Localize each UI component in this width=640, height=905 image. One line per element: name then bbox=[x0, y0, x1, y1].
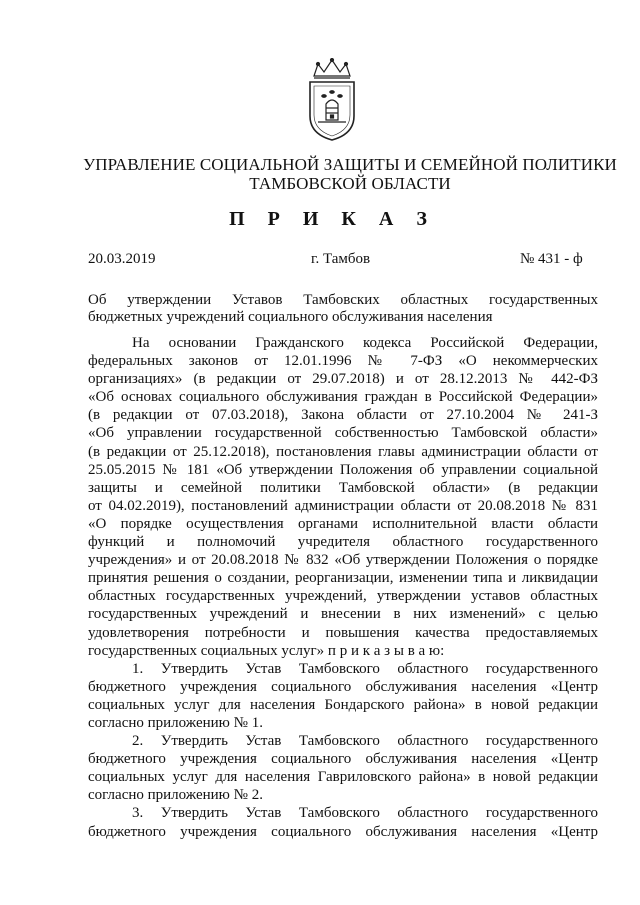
body-line: бюджетного учреждения социального обслуживания населения «Центр bbox=[88, 751, 598, 768]
order-item-2 bbox=[88, 732, 598, 804]
organization-line-1: УПРАВЛЕНИЕ СОЦИАЛЬНОЙ ЗАЩИТЫ И СЕМЕЙНОЙ ПОЛИТИКИ bbox=[83, 155, 617, 174]
body-line: 25.05.2015 № 181 «Об утверждении Положения об управлении социальной bbox=[88, 461, 598, 478]
order-item-3 bbox=[88, 804, 598, 840]
body-line: 3. Утвердить Устав Тамбовского областного государственного bbox=[132, 805, 598, 822]
order-item-1 bbox=[88, 660, 598, 732]
body-line: «О порядке осуществления органами исполнительной власти области bbox=[88, 515, 598, 532]
body-line: «Об управлении государственной собственностью Тамбовской области» bbox=[88, 425, 598, 442]
body-line: организациях» (в редакции от 29.07.2018) и от 28.12.2013 № 442-ФЗ bbox=[88, 371, 598, 388]
body-line: принятия решения о создании, реорганизации, изменении типа и ликвидации bbox=[88, 570, 598, 587]
body-line: социальных услуг для населения Бондарского района» в новой редакции bbox=[88, 696, 598, 713]
document-body bbox=[88, 334, 598, 841]
body-line: 2. Утвердить Устав Тамбовского областного государственного bbox=[132, 733, 598, 750]
document-city: г. Тамбов bbox=[311, 251, 371, 267]
body-line: удовлетворения потребности и повышения качества предоставляемых bbox=[88, 624, 598, 641]
body-line: от 04.02.2019), постановлений администрации области от 20.08.2018 № 831 bbox=[88, 497, 598, 514]
coat-of-arms-icon bbox=[302, 58, 362, 142]
preamble-paragraph bbox=[88, 334, 598, 660]
body-line: согласно приложению № 1. bbox=[88, 714, 263, 731]
document-title: П Р И К А З bbox=[229, 208, 436, 230]
body-line: (в редакции от 25.12.2018), постановления главы администрации области от bbox=[88, 443, 598, 460]
body-line: 1. Утвердить Устав Тамбовского областного государственного bbox=[132, 660, 598, 677]
body-line: федеральных законов от 12.01.1996 № 7-ФЗ «О некоммерческих bbox=[88, 353, 598, 370]
body-line: государственных учреждений и внесении в них изменений» с целью bbox=[88, 606, 598, 623]
body-line: учреждения» и от 20.08.2018 № 832 «Об утверждении Положения о порядке bbox=[88, 552, 598, 569]
body-line: защиты и семейной политики Тамбовской области» (в редакции bbox=[88, 479, 598, 496]
subject-line: Об утверждении Уставов Тамбовских областных государственных bbox=[88, 292, 598, 308]
document-number: № 431 - ф bbox=[520, 251, 583, 267]
body-line: согласно приложению № 2. bbox=[88, 787, 263, 804]
body-line: (в редакции от 07.03.2018), Закона области от 27.10.2004 № 241-З bbox=[88, 407, 598, 424]
body-line: На основании Гражданского кодекса Российской Федерации, bbox=[132, 335, 598, 351]
body-line: областных государственных учреждений, утверждении уставов областных bbox=[88, 588, 598, 605]
document-subject bbox=[88, 292, 598, 326]
document-date: 20.03.2019 bbox=[88, 251, 156, 267]
body-line: бюджетного учреждения социального обслуживания населения «Центр bbox=[88, 678, 598, 695]
subject-line: бюджетных учреждений социального обслуживания населения bbox=[88, 309, 493, 325]
organization-line-2: ТАМБОВСКОЙ ОБЛАСТИ bbox=[249, 174, 451, 193]
body-line: социальных услуг для населения Гавриловского района» в новой редакции bbox=[88, 769, 598, 786]
body-line: «Об основах социального обслуживания граждан в Российской Федерации» bbox=[88, 389, 598, 406]
body-line: функций и полномочий учредителя областного государственного bbox=[88, 534, 598, 551]
body-line: государственных социальных услуг» п р и к а з ы в а ю: bbox=[88, 642, 445, 659]
body-line: бюджетного учреждения социального обслуживания населения «Центр bbox=[88, 823, 598, 840]
organization-name bbox=[60, 155, 640, 193]
